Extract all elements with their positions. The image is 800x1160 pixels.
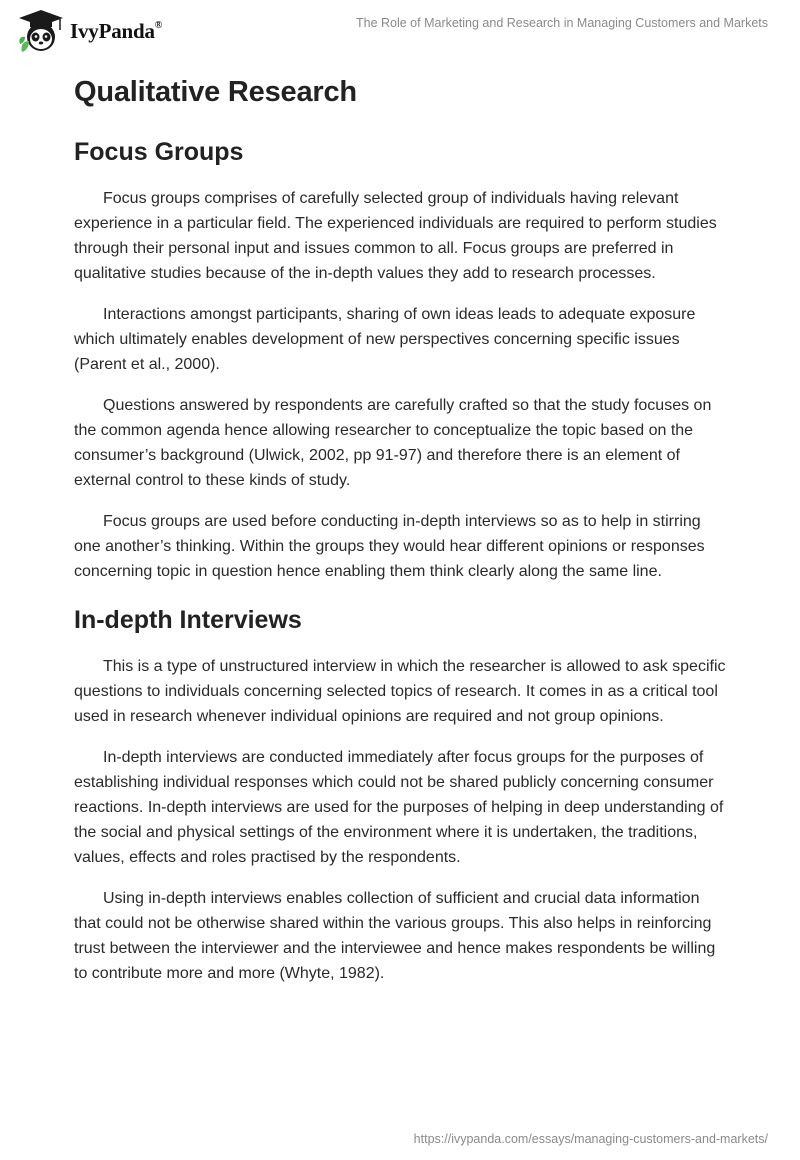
panda-icon bbox=[16, 8, 66, 54]
source-url[interactable]: https://ivypanda.com/essays/managing-customers-and-markets/ bbox=[413, 1132, 768, 1146]
paragraph: In-depth interviews are conducted immediately after focus groups for the purposes of establishing individual responses which could not be shared publicly concerning consumer reactions. In-depth interviews are used for the purposes of helping in deep understanding of the social and physical settings of the environment where it is undertaken, the traditions, values, effects and roles practised by the respondents. bbox=[74, 749, 724, 866]
article-body bbox=[74, 74, 726, 1002]
document-title: The Role of Marketing and Research in Managing Customers and Markets bbox=[355, 16, 768, 30]
paragraph: Focus groups are used before conducting in-depth interviews so as to help in stirring one another’s thinking. Within the groups they would hear different opinions or responses concerning topic in question hence enabling them think clearly along the same line. bbox=[74, 513, 705, 580]
paragraph: Using in-depth interviews enables collection of sufficient and crucial data information that could not be otherwise shared within the various groups. This also helps in reinforcing trust between the interviewer and the interviewee and hence makes respondents be willing to contribute more and more (Whyte, 1982). bbox=[74, 890, 716, 982]
paragraph: Interactions amongst participants, sharing of own ideas leads to adequate exposure which ultimately enables development of new perspectives concerning specific issues (Parent et al., 2000). bbox=[74, 306, 696, 373]
brand-name: IvyPanda® bbox=[70, 18, 163, 43]
paragraph: This is a type of unstructured interview in which the researcher is allowed to ask specific questions to individuals concerning selected topics of research. It comes in as a critical tool used in research whenever individual opinions are required and not group opinions. bbox=[74, 658, 726, 725]
section-heading-in-depth-interviews: In-depth Interviews bbox=[74, 606, 302, 634]
page-title: Qualitative Research bbox=[74, 76, 357, 108]
page-header bbox=[0, 0, 800, 64]
section-heading-focus-groups: Focus Groups bbox=[74, 138, 244, 166]
paragraph: Focus groups comprises of carefully selected group of individuals having relevant experience in a particular field. The experienced individuals are required to perform studies through their personal input and issues common to all. Focus groups are preferred in qualitative studies because of the in-depth values they add to research processes. bbox=[74, 190, 717, 282]
ivypanda-logo[interactable] bbox=[16, 8, 162, 54]
paragraph: Questions answered by respondents are carefully crafted so that the study focuses on the common agenda hence allowing researcher to conceptualize the topic based on the consumer’s background (Ulwick, 2002, pp 91-97) and therefore there is an element of external control to these kinds of study. bbox=[74, 397, 712, 489]
